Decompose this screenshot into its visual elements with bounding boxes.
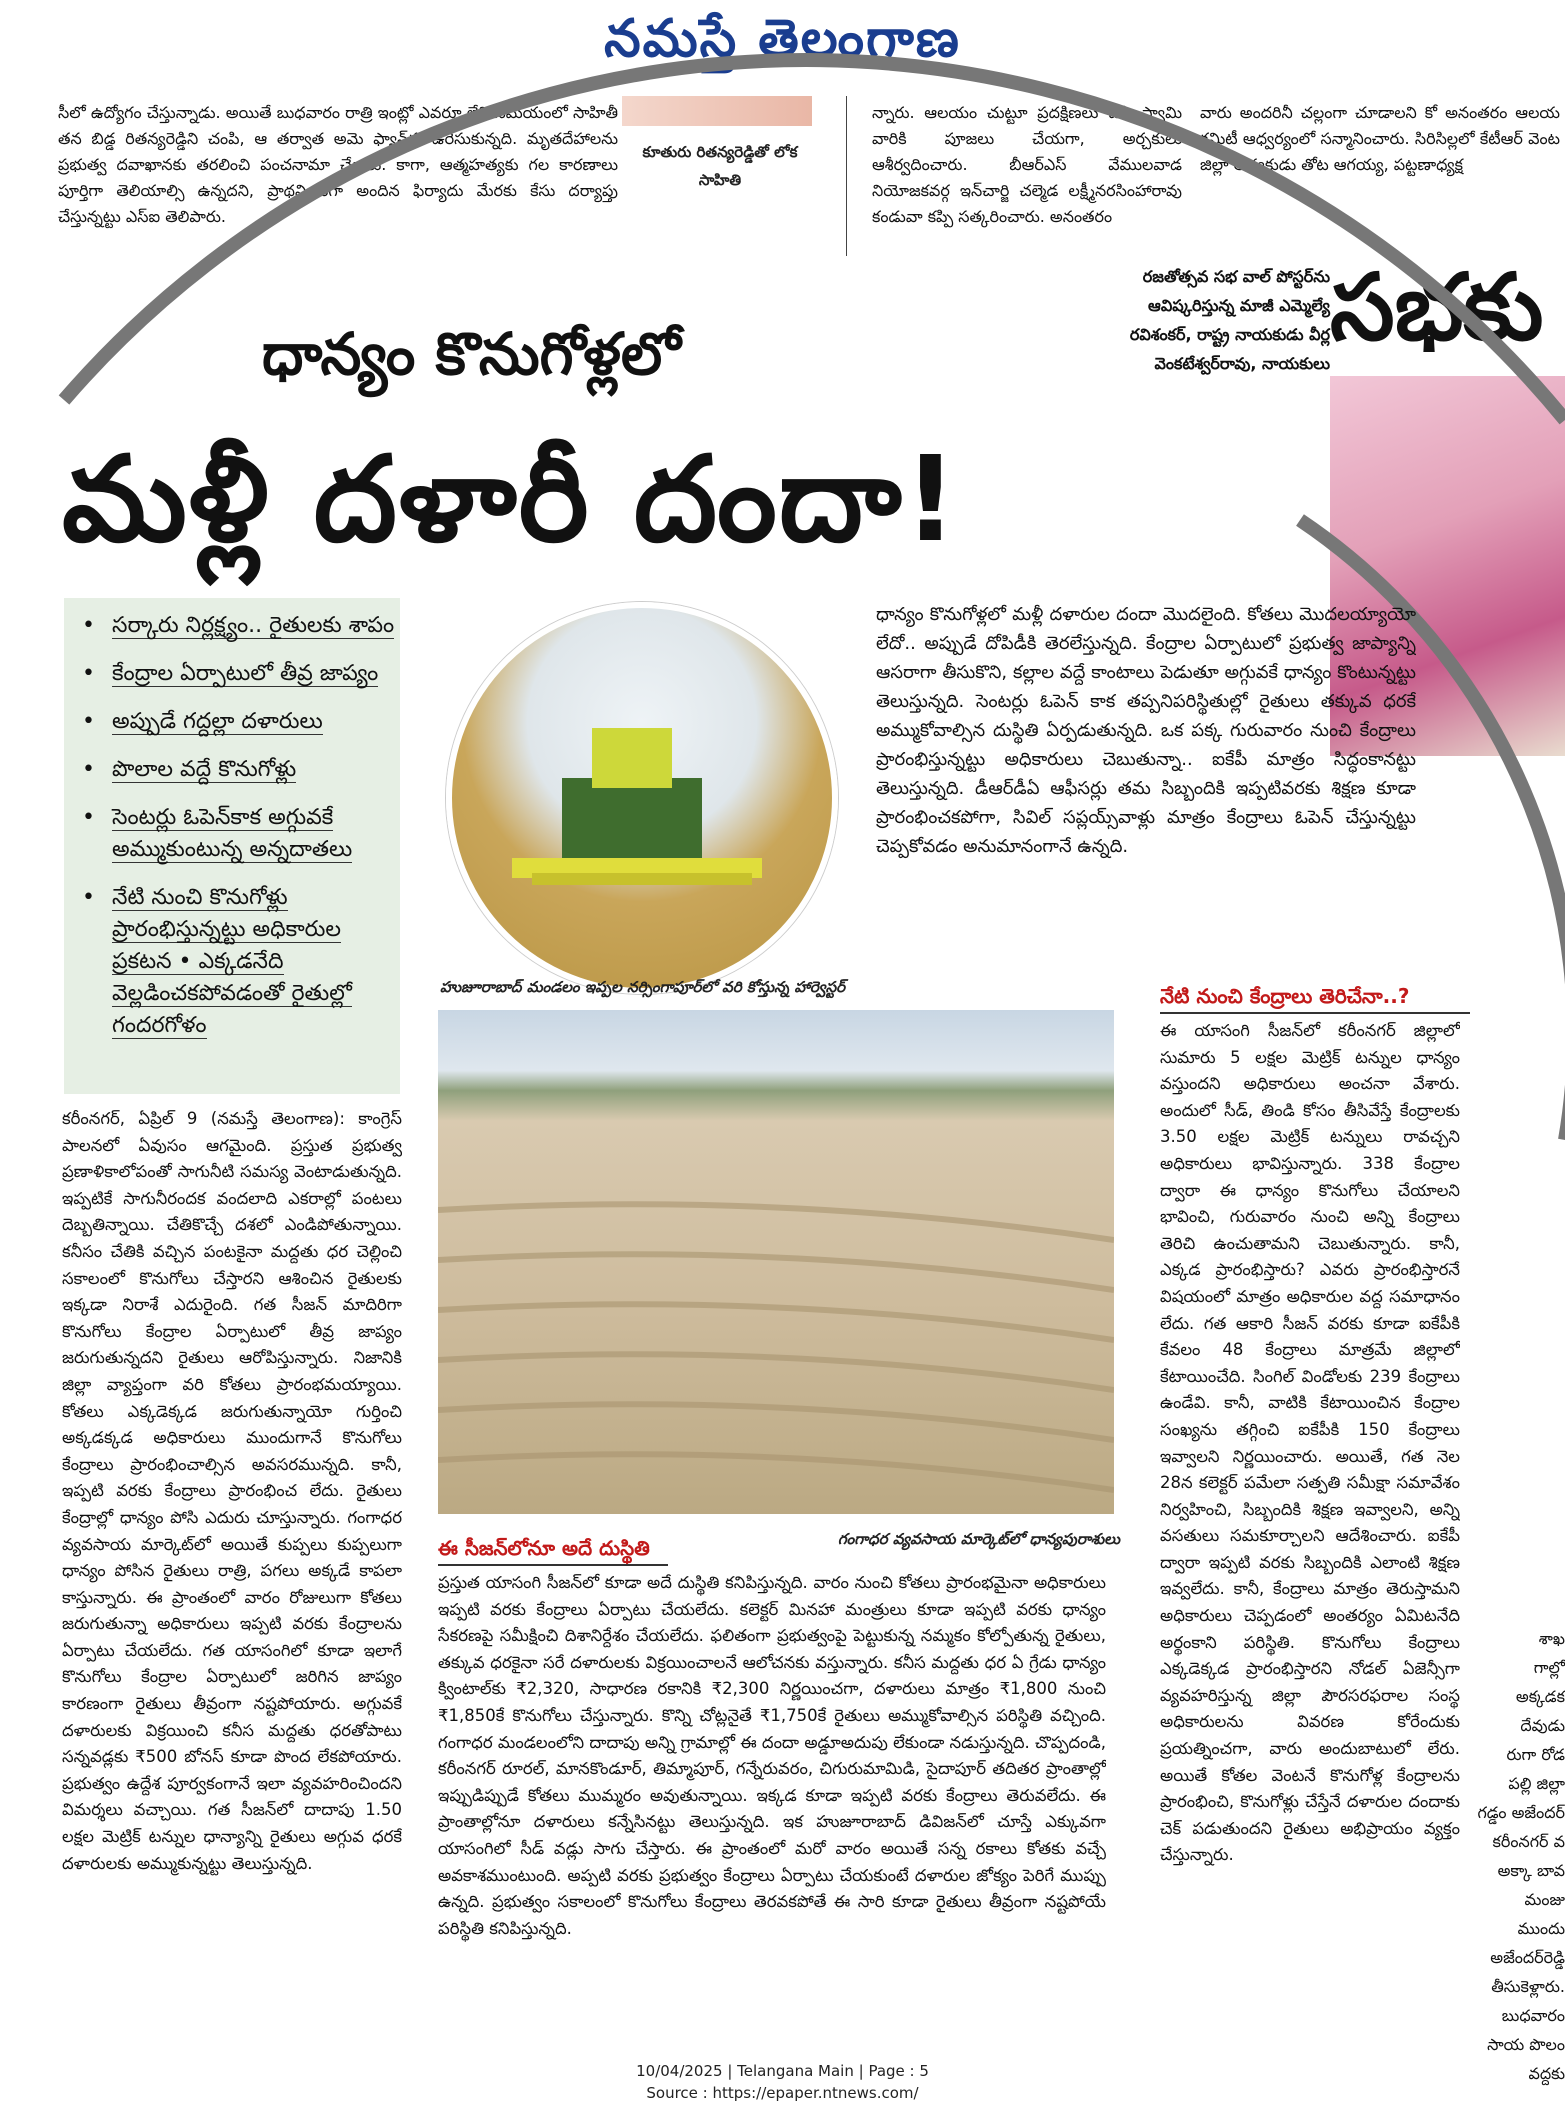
rally-photo-caption: రజతోత్సవ సభ వాల్ పోస్టర్‌ను ఆవిష్కరిస్తున్న మాజీ ఎమ్మెల్యే రవిశంకర్, రాష్ట్ర నాయకుడు వీర్ల వెంకటేశ్వర్‌రావు, నాయకులు (1129, 267, 1330, 373)
masthead-logo: నమస్తే తెలంగాణ (604, 8, 961, 69)
highlight-item: • కేంద్రాల ఏర్పాటులో తీవ్ర జాప్యం (64, 658, 400, 690)
text-fragment: రుగా రోడ (1506, 1745, 1565, 1764)
footer-date-page: 10/04/2025 | Telangana Main | Page : 5 (636, 2062, 929, 2080)
text-fragment: శాఖ (1538, 1629, 1565, 1648)
grain-market-photo (438, 1010, 1114, 1514)
market-caption: గంగాధర వ్యవసాయ మార్కెట్‌లో ధాన్యపురాశులు (837, 1530, 1120, 1548)
top-photo-caption: కూతురు రితన్యరెడ్డితో లోక సాహితి (642, 143, 798, 189)
lead-paragraph: ధాన్యం కొనుగోళ్లలో మళ్లీ దళారుల దందా మొదలైంది. కోతలు మొదలయ్యాయో లేదో.. అప్పుడే దోపిడీకి తెరలేస్తున్నది. కేంద్రాల ఏర్పాటులో ప్రభుత్వ జాప్యాన్ని ఆసరాగా తీసుకొని, కల్లాల వద్దే కాంటాలు పెడుతూ అగ్గువకే ధాన్యం కొంటున్నట్టు తెలుస్తున్నది. సెంటర్లు ఓపెన్ కాక తప్పనిపరిస్థితుల్లో రైతులు తక్కువ ధరకే అమ్ముకోవాల్సిన దుస్థితి ఏర్పడుతున్నది. ఒక పక్క గురువారం నుంచి కేంద్రాలు ప్రారంభిస్తున్నట్టు అధికారులు చెబుతున్నా.. ఐకేపీ మాత్రం సిద్ధంకానట్టు తెలుస్తున్నది. డీఆర్‌డీఏ ఆఫీసర్లు తమ సిబ్బందికి ఇప్పటివరకు శిక్షణ కూడా ప్రారంభించకపోగా, సివిల్ సప్లయ్స్‌వాళ్లు మాత్రం కేంద్రాలు ఓపెన్ చేస్తున్నట్టు చెప్పకోవడం అనుమానంగానే ఉన్నది. (876, 604, 1416, 857)
harvester-photo (446, 602, 838, 994)
harvester-icon (452, 608, 832, 988)
text-fragment: గాల్లో (1533, 1658, 1565, 1677)
right-column-text: ఈ యాసంగి సీజన్‌లో కరీంనగర్ జిల్లాలో సుమారు 5 లక్షల మెట్రిక్ టన్నుల ధాన్యం వస్తుందని అధికారులు అంచనా వేశారు. అందులో సీడ్, తిండి కోసం తీసివేస్తే కేంద్రాలకు 3.50 లక్షల మెట్రిక్ టన్నులు రావచ్చని అధికారులు భావిస్తున్నారు. 338 కేంద్రాల ద్వారా ఈ ధాన్యం కొనుగోలు చేయాలని భావించి, గురువారం నుంచి అన్ని కేంద్రాలు తెరిచి ఉంచుతామని చెబుతున్నారు. కానీ, ఎక్కడ ప్రారంభిస్తారు? ఎవరు ప్రారంభిస్తారనే విషయంలో మాత్రం అధికారుల వద్ద సమాధానం లేదు. గత ఆకారి సీజన్ వరకు కూడా ఐకేపీకి కేవలం 48 కేంద్రాలు మాత్రమే జిల్లాలో కేటాయించేది. సింగిల్ విండోలకు 239 కేంద్రాలు ఉండేవి. కానీ, వాటికి కేటాయించిన కేంద్రాల సంఖ్యను తగ్గించి ఐకేపీకి 150 కేంద్రాలు ఇవ్వాలని నిర్ణయించారు. అయితే, గత నెల 28న కలెక్టర్ పమేలా సత్పతి సమీక్షా సమావేశం నిర్వహించి, సిబ్బందికి శిక్షణ ఇవ్వాలని, అన్ని వసతులు సమకూర్చాలని ఆదేశించారు. ఐకేపీ ద్వారా ఇప్పటి వరకు సిబ్బందికి ఎలాంటి శిక్షణ ఇవ్వలేదు. కానీ, కేంద్రాలు మాత్రం తెరుస్తామని అధికారులు చెప్పడంలో అంతర్యం ఏమిటనేది అర్థంకాని పరిస్థితి. కొనుగోలు కేంద్రాలు ఎక్కడెక్కడ ప్రారంభిస్తారని నోడల్ ఏజెన్సీగా వ్యవహరిస్తున్న జిల్లా పౌరసరఫరాల సంస్థ అధికారులను వివరణ కోరేందుకు ప్రయత్నించగా, వారు అందుబాటులో లేరు. అయితే కోతల వెంటనే కొనుగోళ్ల కేంద్రాలను ప్రారంభించి, కొనుగోళ్లు చేస్తేనే దళారుల దందాకు చెక్ పడుతుందని రైతులు అభిప్రాయం వ్యక్తం చేస్తున్నారు. (1160, 1021, 1460, 1865)
text-fragment: అక్కా బావ మంజు (1497, 1861, 1565, 1909)
kicker-headline: ధాన్యం కొనుగోళ్లలో (262, 320, 681, 388)
top-left-article-text: సీలో ఉద్యోగం చేస్తున్నాడు. అయితే బుధవారం రాత్రి ఇంట్లో ఎవరూ లేని సమయంలో సాహితీ తన బిడ్డ రితన్యరెడ్డిని చంపి, ఆ తర్వాత అమె ఫ్యాన్‌కు ఉరేసుకున్నది. మృతదేహాలను ప్రభుత్వ దవాఖానకు తరలించి పంచనామా చేశారు. కాగా, ఆత్మహత్యకు గల కారణాలు పూర్తిగా తెలియాల్సి ఉన్నదని, ప్రాథమికంగా అందిన ఫిర్యాదు మేరకు కేసు దర్యాప్తు చేస్తున్నట్టు ఎస్ఐ తెలిపారు. (58, 103, 618, 226)
subheading-underline (438, 1564, 668, 1566)
left-column-text: కరీంనగర్, ఏప్రిల్ 9 (నమస్తే తెలంగాణ): కాంగ్రెస్ పాలనలో ఏవుసం ఆగమైంది. ప్రస్తుత ప్రభుత్వ ప్రణాళికాలోపంతో సాగునీటి సమస్య వెంటాడుతున్నది. ఇప్పటికే సాగునీరందక వందలాది ఎకరాల్లో పంటలు దెబ్బతిన్నాయి. చేతికొచ్చే దశలో ఎండిపోతున్నాయి. కనీసం చేతికి వచ్చిన పంటకైనా మద్దతు ధర చెల్లించి సకాలంలో కొనుగోలు చేస్తారని ఆశించిన రైతులకు ఇక్కడా నిరాశే ఎదురైంది. గత సీజన్ మాదిరిగా కొనుగోలు కేంద్రాల ఏర్పాటులో తీవ్ర జాప్యం జరుగుతున్నదని రైతులు ఆరోపిస్తున్నారు. నిజానికి జిల్లా వ్యాప్తంగా వరి కోతలు ప్రారంభమయ్యాయి. కోతలు ఎక్కడెక్కడ జరుగుతున్నాయో గుర్తించి అక్కడక్కడ అధికారులు ముందుగానే కొనుగోలు కేంద్రాలు ప్రారంభించాల్సిన అవసరమున్నది. కానీ, ఇప్పటి వరకు కేంద్రాలు ప్రారంభించ లేదు. రైతులు కేంద్రాల్లో ధాన్యం పోసి ఎదురు చూస్తున్నారు. గంగాధర వ్యవసాయ మార్కెట్‌లో అయితే కుప్పలు కుప్పలుగా ధాన్యం పోసిన రైతులు రాత్రి, పగలు అక్కడే కాపలా కాస్తున్నారు. ఈ ప్రాంతంలో వారం రోజులుగా కోతలు జరుగుతున్నా అధికారులు ఇప్పటి వరకు కేంద్రాలను ఏర్పాటు చేయలేదు. గత యాసంగిలో కూడా ఇలాగే కొనుగోలు కేంద్రాల ఏర్పాటులో జరిగిన జాప్యం కారణంగా రైతులు తీవ్రంగా నష్టపోయారు. అగ్గువకే దళారులకు విక్రయించి కనీస మద్దతు ధరతోపాటు సన్నవడ్లకు ₹500 బోనస్ కూడా పొంద లేకపోయారు. ప్రభుత్వం ఉద్దేశ పూర్వకంగానే ఇలా వ్యవహరించిందని విమర్శలు వచ్చాయి. గత సీజన్‌లో దాదాపు 1.50 లక్షల మెట్రిక్ టన్నుల ధాన్యాన్ని రైతులు అగ్గువ ధరకే దళారులకు అమ్ముకున్నట్టు తెలుస్తున్నది. (62, 1109, 402, 1873)
far-right-fragments (1470, 1624, 1565, 2088)
center-column-text: ప్రస్తుత యాసంగి సీజన్‌లో కూడా అదే దుస్థితి కనిపిస్తున్నది. వారం నుంచి కోతలు ప్రారంభమైనా అధికారులు ఇప్పటి వరకు కేంద్రాలు ఏర్పాటు చేయలేదు. కలెక్టర్ మినహా మంత్రులు కూడా ఇప్పటి వరకు ధాన్యం సేకరణపై సమీక్షించి దిశానిర్దేశం చేయలేదు. ఫలితంగా ప్రభుత్వంపై పెట్టుకున్న నమ్మకం కోల్పోతున్న రైతులు, తక్కువ ధరకైనా సరే దళారులకు విక్రయించాలనే ఆలోచనకు వస్తున్నారు. కనీస మద్దతు ధర ఏ గ్రేడు ధాన్యం క్వింటాల్‌కు ₹2,320, సాధారణ రకానికి ₹2,300 నిర్ణయించగా, దళారులు మాత్రం ₹1,800 నుంచి ₹1,850కే కొనుగోలు చేస్తున్నారు. కొన్ని చోట్లనైతే ₹1,750కే రైతులు అమ్ముకోవాల్సిన పరిస్థితి వచ్చింది. గంగాధర మండలంలోని దాదాపు అన్ని గ్రామాల్లో ఈ దందా అడ్డూఅదుపు లేకుండా నడుస్తున్నది. చొప్పదండి, కరీంనగర్ రూరల్, మానకొండూర్, తిమ్మాపూర్, గన్నేరువరం, చిగురుమామిడి, సైదాపూర్ తదితర ప్రాంతాల్లో ఇప్పుడిప్పుడే కోతలు ముమ్మరం అవుతున్నాయి. ఇక్కడ కూడా ఇప్పటి వరకు కేంద్రాలు తెరువలేదు. ఈ ప్రాంతాల్లోనూ దళారులు కన్నేసినట్టు తెలుస్తున్నది. ఇక హుజూరాబాద్ డివిజన్‌లో చూస్తే ఎక్కువగా యాసంగిలో సీడ్ వడ్లు సాగు చేస్తారు. ఈ ప్రాంతంలో మరో వారం అయితే సన్న రకాలు కోతకు వచ్చే అవకాశముంటుంది. అప్పటి వరకు ప్రభుత్వం కేంద్రాలు ఏర్పాటు చేయకుంటే దళారుల జోక్యం పెరిగే ముప్పు ఉన్నది. ప్రభుత్వం సకాలంలో కొనుగోలు కేంద్రాలు తెరవకపోతే ఈ సారి కూడా రైతులు తీవ్రంగా నష్టపోయే పరిస్థితి కనిపిస్తున్నది. (438, 1573, 1106, 1938)
text-fragment: దేవుడు (1520, 1716, 1565, 1735)
text-fragment: తీసుకెళ్లారు. బుధవారం (1491, 1977, 1565, 2025)
text-fragment: గడ్డం అజేందర్ (1477, 1803, 1565, 1822)
highlights-box (64, 598, 400, 1094)
highlight-item: • సెంటర్లు ఓపెన్‌కాక అగ్గువకే అమ్ముకుంటున్న అన్నదాతలు (64, 802, 400, 866)
footer-source: Source : https://epaper.ntnews.com/ (646, 2084, 919, 2102)
main-headline: మళ్లీ దళారీ దందా! (62, 430, 960, 568)
text-fragment: సాయ పొలం వద్దకు (1487, 2035, 1565, 2083)
highlight-item: • నేటి నుంచి కొనుగోళ్లు ప్రారంభిస్తున్నట్టు అధికారుల ప్రకటన • ఎక్కడనేది వెల్లడించకపోవడంతో రైతుల్లో గందరగోళం (64, 882, 400, 1042)
right-subheading: నేటి నుంచి కేంద్రాలు తెరిచేనా..? (1160, 984, 1410, 1008)
center-subheading: ఈ సీజన్‌లోనూ అదే దుస్థితి (438, 1536, 650, 1560)
side-headline: సభకు (1330, 254, 1544, 361)
text-fragment: ముందు అజేందర్‌రెడ్డి (1490, 1919, 1565, 1967)
harvester-caption: హుజూరాబాద్ మండలం ఇప్పల నర్సింగాపూర్‌లో వరి కోస్తున్న హార్వెస్టర్ (440, 978, 846, 996)
highlight-item: • అప్పుడే గద్దల్లా దళారులు (64, 706, 400, 738)
highlight-item: • సర్కారు నిర్లక్ష్యం.. రైతులకు శాపం (64, 610, 400, 642)
subheading-underline (1160, 1012, 1470, 1014)
top-right-article-text: వారు అందరినీ చల్లంగా చూడాలని కో అనంతరం ఆలయ కమిటీ ఆధ్వర్యంలో సన్మానించారు. సిరిసిల్లలో కేటీఆర్ వెంట జిల్లా అధ్యక్షుడు తోట ఆగయ్య, పట్టణాధ్యక్ష (1200, 103, 1560, 174)
top-middle-article-text: న్నారు. ఆలయం చుట్టూ ప్రదక్షిణలు చేసి స్వామి వారికి పూజలు చేయగా, అర్చకులు ఆశీర్వదించారు. బీఆర్ఎస్ వేములవాడ నియోజకవర్గ ఇన్‌చార్జి చల్మెడ లక్ష్మీనరసింహారావు కండువా కప్పి సత్కరించారు. అనంతరం (872, 103, 1182, 226)
text-fragment: అక్కడక (1515, 1687, 1565, 1706)
text-fragment: పల్లి జిల్లా (1508, 1774, 1565, 1793)
text-fragment: కరీంనగర్ వ (1492, 1832, 1565, 1851)
highlight-item: • పొలాల వద్దే కొనుగోళ్లు (64, 754, 400, 786)
